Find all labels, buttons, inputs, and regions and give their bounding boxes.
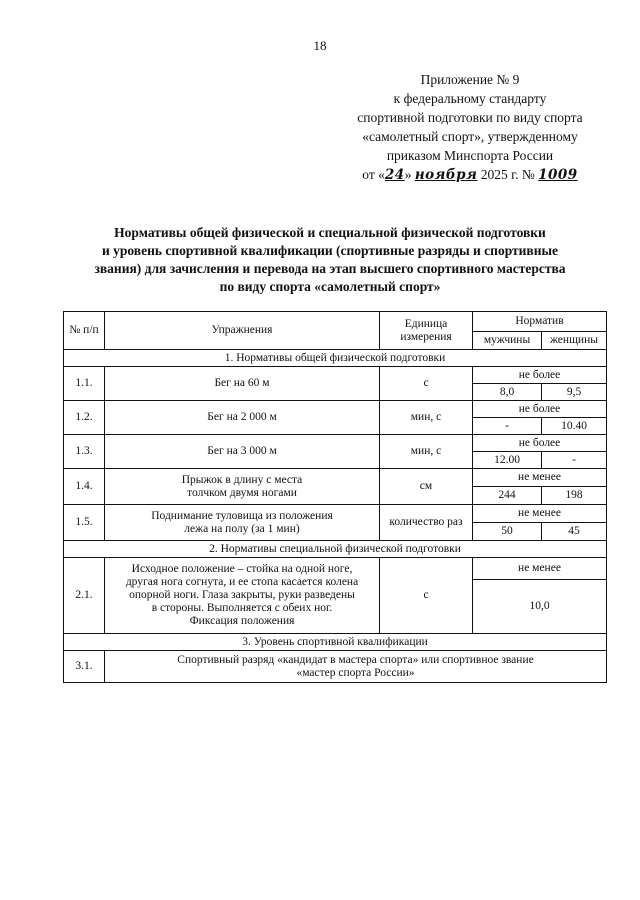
row-condition: не менее (473, 469, 607, 487)
header-men: мужчины (473, 332, 542, 350)
row-num: 1.3. (64, 435, 105, 469)
row-exercise: Бег на 2 000 м (105, 401, 380, 435)
date-mid: » (404, 167, 412, 182)
appendix-line: приказом Минспорта России (386, 148, 554, 163)
header-women: женщины (542, 332, 607, 350)
appendix-line: Приложение № 9 (420, 72, 520, 87)
header-exercise: Упражнения (105, 312, 380, 350)
header-norm: Норматив (473, 312, 607, 332)
row-women-value: 198 (542, 487, 607, 505)
date-month-handwritten: ноября (414, 167, 478, 183)
row-men-value: 244 (473, 487, 542, 505)
row-exercise: Бег на 3 000 м (105, 435, 380, 469)
exercise-line: Фиксация положения (189, 615, 295, 627)
title-line: и уровень спортивной квалификации (спортивные разряды и спортивные (101, 243, 559, 258)
appendix-line: к федеральному стандарту (393, 91, 547, 106)
row-unit: мин, с (380, 401, 473, 435)
title-line: Нормативы общей физической и специальной физической подготовки (114, 225, 546, 240)
row-women-value: 9,5 (542, 384, 607, 401)
exercise-line: Прыжок в длину с места (181, 473, 303, 486)
row-num: 1.5. (64, 505, 105, 541)
order-number-handwritten: 1009 (538, 167, 578, 183)
row-men-value: 50 (473, 523, 542, 541)
row-men-value: - (473, 418, 542, 435)
row-exercise: Бег на 60 м (105, 367, 380, 401)
exercise-line: опорной ноги. Глаза закрыты, руки разведены (129, 589, 355, 601)
row-num: 2.1. (64, 558, 105, 634)
exercise-line: лежа на полу (за 1 мин) (184, 522, 300, 535)
exercise-line: в стороны. Выполняется с обеих ног. (151, 602, 333, 614)
document-title (60, 224, 600, 296)
exercise-line: Поднимание туловища из положения (151, 509, 333, 522)
appendix-header (330, 70, 610, 185)
section-heading: 2. Нормативы специальной физической подготовки (64, 541, 607, 558)
section-heading: 1. Нормативы общей физической подготовки (64, 350, 607, 367)
row-num: 1.4. (64, 469, 105, 505)
title-line: звания) для зачисления и перевода на этап высшего спортивного мастерства (94, 261, 566, 276)
row-unit: мин, с (380, 435, 473, 469)
row-men-value: 8,0 (473, 384, 542, 401)
date-day-handwritten: 24 (384, 167, 405, 183)
header-unit: Единица измерения (380, 312, 473, 350)
row-exercise (105, 505, 380, 541)
row-value: 10,0 (473, 580, 607, 634)
date-year: 2025 г. № (480, 167, 535, 182)
row-women-value: 10.40 (542, 418, 607, 435)
row-condition: не более (473, 367, 607, 384)
exercise-line: другая нога согнута, и ее стопа касается колена (125, 576, 359, 588)
row-condition: не более (473, 401, 607, 418)
row-men-value: 12.00 (473, 452, 542, 469)
row-unit: с (380, 558, 473, 634)
row-women-value: 45 (542, 523, 607, 541)
exercise-line: толчком двумя ногами (187, 486, 297, 499)
header-num: № п/п (64, 312, 105, 350)
row-num: 1.1. (64, 367, 105, 401)
appendix-date-line (330, 165, 610, 185)
date-prefix: от « (362, 167, 385, 182)
appendix-line: спортивной подготовки по виду спорта (357, 110, 583, 125)
title-line: по виду спорта «самолетный спорт» (219, 279, 441, 294)
standards-table (63, 311, 607, 683)
row-women-value: - (542, 452, 607, 469)
section-heading: 3. Уровень спортивной квалификации (64, 634, 607, 651)
row-qualification (105, 651, 607, 683)
row-unit: количество раз (380, 505, 473, 541)
row-condition: не более (473, 435, 607, 452)
qualification-line: «мастер спорта России» (296, 666, 415, 679)
exercise-line: Исходное положение – стойка на одной ноге, (131, 563, 353, 575)
appendix-line: «самолетный спорт», утвержденному (362, 129, 578, 144)
row-unit: см (380, 469, 473, 505)
row-num: 3.1. (64, 651, 105, 683)
row-condition: не менее (473, 558, 607, 580)
row-unit: с (380, 367, 473, 401)
row-condition: не менее (473, 505, 607, 523)
row-exercise (105, 558, 380, 634)
page-number: 18 (313, 38, 327, 53)
row-num: 1.2. (64, 401, 105, 435)
row-exercise (105, 469, 380, 505)
qualification-line: Спортивный разряд «кандидат в мастера спорта» или спортивное звание (177, 653, 534, 666)
